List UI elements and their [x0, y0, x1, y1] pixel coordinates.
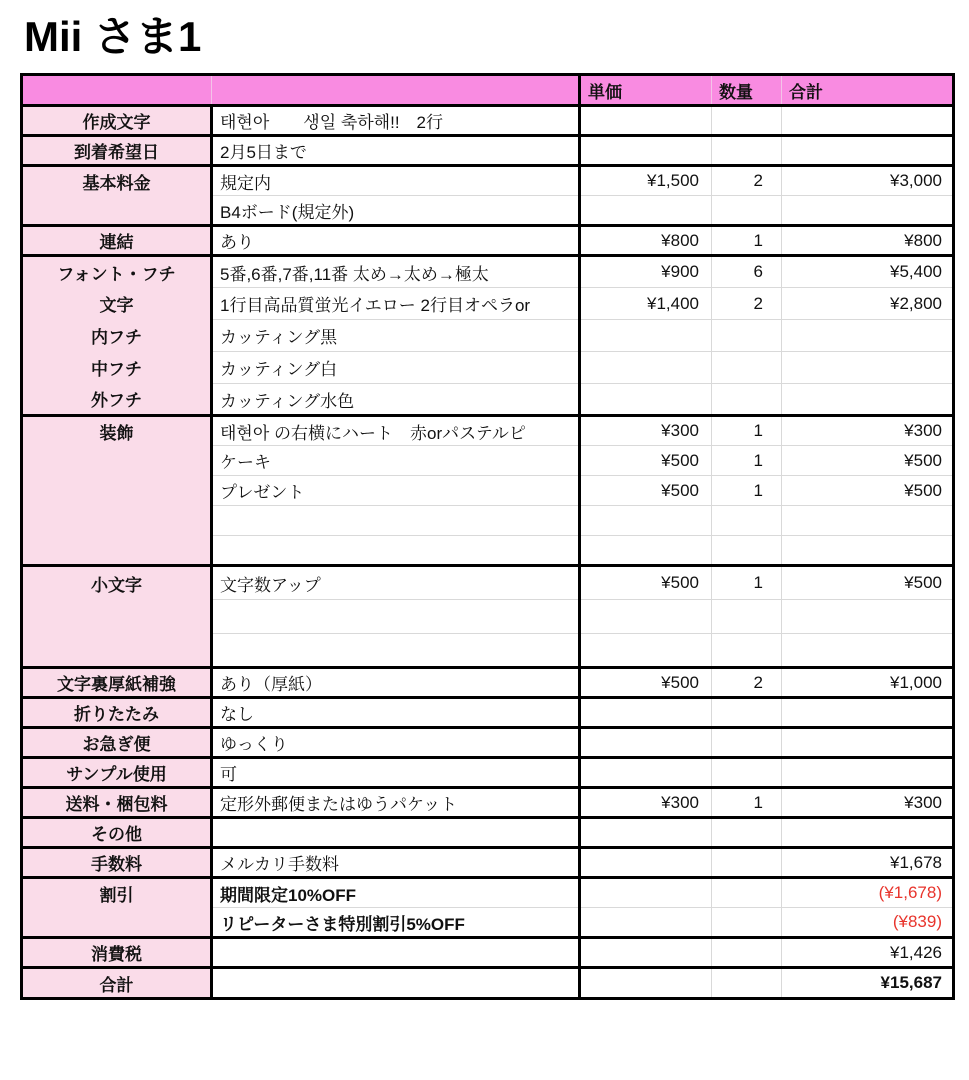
row-label: 小文字 — [22, 566, 212, 600]
row-quantity: 1 — [712, 446, 782, 476]
row-label: その他 — [22, 818, 212, 848]
table-row — [22, 668, 954, 698]
row-description: 1行目高品質蛍光イエロー 2行目オペラor — [212, 288, 580, 320]
row-quantity — [712, 878, 782, 908]
row-unit-price — [580, 698, 712, 728]
row-description — [212, 968, 580, 999]
table-header-row — [22, 75, 954, 106]
row-description: 5番,6番,7番,11番 太め→太め→極太 — [212, 256, 580, 288]
table-row — [22, 166, 954, 196]
table-row — [22, 600, 954, 634]
row-unit-price — [580, 136, 712, 166]
row-total: ¥5,400 — [782, 256, 954, 288]
row-quantity — [712, 938, 782, 968]
row-label: 中フチ — [22, 352, 212, 384]
row-label: フォント・フチ — [22, 256, 212, 288]
row-quantity: 2 — [712, 668, 782, 698]
row-description: 태현아 생일 축하해!! 2行 — [212, 106, 580, 136]
row-unit-price: ¥300 — [580, 416, 712, 446]
row-description: カッティング黒 — [212, 320, 580, 352]
row-label: 装飾 — [22, 416, 212, 446]
row-unit-price — [580, 758, 712, 788]
row-quantity: 1 — [712, 788, 782, 818]
table-row — [22, 908, 954, 938]
row-label: お急ぎ便 — [22, 728, 212, 758]
row-total — [782, 136, 954, 166]
table-row — [22, 566, 954, 600]
row-description: 可 — [212, 758, 580, 788]
row-quantity — [712, 384, 782, 416]
row-quantity: 1 — [712, 416, 782, 446]
row-unit-price: ¥800 — [580, 226, 712, 256]
row-total: ¥300 — [782, 788, 954, 818]
row-quantity: 6 — [712, 256, 782, 288]
row-total: ¥15,687 — [782, 968, 954, 999]
row-total: ¥3,000 — [782, 166, 954, 196]
row-total — [782, 106, 954, 136]
row-total — [782, 758, 954, 788]
row-unit-price — [580, 106, 712, 136]
row-quantity: 2 — [712, 288, 782, 320]
row-label: 割引 — [22, 878, 212, 908]
row-unit-price — [580, 634, 712, 668]
row-unit-price: ¥500 — [580, 566, 712, 600]
row-label — [22, 446, 212, 476]
table-row — [22, 848, 954, 878]
table-row — [22, 288, 954, 320]
row-label — [22, 600, 212, 634]
table-row — [22, 968, 954, 999]
row-unit-price — [580, 848, 712, 878]
row-description — [212, 938, 580, 968]
row-label: 消費税 — [22, 938, 212, 968]
row-description: カッティング水色 — [212, 384, 580, 416]
table-row — [22, 256, 954, 288]
row-label: 折りたたみ — [22, 698, 212, 728]
table-row — [22, 506, 954, 536]
table-row — [22, 136, 954, 166]
row-label: 外フチ — [22, 384, 212, 416]
row-quantity — [712, 818, 782, 848]
table-row — [22, 758, 954, 788]
table-row — [22, 728, 954, 758]
row-unit-price — [580, 728, 712, 758]
table-row — [22, 196, 954, 226]
row-label: 基本料金 — [22, 166, 212, 196]
row-label: 内フチ — [22, 320, 212, 352]
row-unit-price — [580, 818, 712, 848]
row-label — [22, 536, 212, 566]
header-cell-quantity: 数量 — [712, 75, 782, 106]
row-unit-price — [580, 938, 712, 968]
row-total — [782, 384, 954, 416]
row-description: 期間限定10%OFF — [212, 878, 580, 908]
row-total — [782, 196, 954, 226]
row-total — [782, 728, 954, 758]
row-unit-price — [580, 320, 712, 352]
row-total: ¥500 — [782, 566, 954, 600]
row-label — [22, 476, 212, 506]
row-total: (¥1,678) — [782, 878, 954, 908]
row-quantity — [712, 196, 782, 226]
row-total — [782, 600, 954, 634]
header-cell-label — [22, 75, 212, 106]
row-description — [212, 536, 580, 566]
row-quantity — [712, 106, 782, 136]
quote-table-body — [22, 106, 954, 999]
row-description: メルカリ手数料 — [212, 848, 580, 878]
row-description: なし — [212, 698, 580, 728]
row-label: 作成文字 — [22, 106, 212, 136]
row-total: ¥1,000 — [782, 668, 954, 698]
row-quantity — [712, 320, 782, 352]
row-total: ¥1,426 — [782, 938, 954, 968]
page-title: Mii さま1 — [24, 13, 202, 60]
row-quantity — [712, 600, 782, 634]
quote-table — [20, 73, 955, 1000]
row-quantity: 1 — [712, 226, 782, 256]
row-total — [782, 536, 954, 566]
header-cell-total: 合計 — [782, 75, 954, 106]
table-row — [22, 476, 954, 506]
row-description: ゆっくり — [212, 728, 580, 758]
row-description — [212, 600, 580, 634]
table-row — [22, 320, 954, 352]
row-description: 規定内 — [212, 166, 580, 196]
row-label: 送料・梱包料 — [22, 788, 212, 818]
row-unit-price — [580, 908, 712, 938]
row-total: ¥300 — [782, 416, 954, 446]
row-unit-price — [580, 196, 712, 226]
row-quantity — [712, 728, 782, 758]
row-description: リピーターさま特別割引5%OFF — [212, 908, 580, 938]
table-row — [22, 226, 954, 256]
row-description: ケーキ — [212, 446, 580, 476]
row-total: ¥1,678 — [782, 848, 954, 878]
row-quantity — [712, 506, 782, 536]
row-quantity — [712, 634, 782, 668]
row-description: B4ボード(規定外) — [212, 196, 580, 226]
table-row — [22, 698, 954, 728]
table-row — [22, 878, 954, 908]
row-label — [22, 506, 212, 536]
row-description: 태현아 の右横にハート 赤orパステルピ — [212, 416, 580, 446]
row-label: 文字 — [22, 288, 212, 320]
row-label — [22, 196, 212, 226]
row-quantity — [712, 908, 782, 938]
table-row — [22, 416, 954, 446]
row-total — [782, 634, 954, 668]
table-row — [22, 634, 954, 668]
row-quantity — [712, 848, 782, 878]
row-unit-price: ¥500 — [580, 668, 712, 698]
row-unit-price: ¥1,400 — [580, 288, 712, 320]
row-label: 手数料 — [22, 848, 212, 878]
row-unit-price — [580, 878, 712, 908]
row-quantity — [712, 536, 782, 566]
table-row — [22, 818, 954, 848]
row-total: (¥839) — [782, 908, 954, 938]
row-description: あり — [212, 226, 580, 256]
row-quantity: 1 — [712, 476, 782, 506]
row-label: 文字裏厚紙補強 — [22, 668, 212, 698]
table-row — [22, 536, 954, 566]
row-quantity — [712, 758, 782, 788]
header-cell-desc — [212, 75, 580, 106]
row-unit-price — [580, 384, 712, 416]
row-quantity: 1 — [712, 566, 782, 600]
row-description: カッティング白 — [212, 352, 580, 384]
row-quantity — [712, 698, 782, 728]
row-unit-price: ¥900 — [580, 256, 712, 288]
row-unit-price — [580, 536, 712, 566]
row-label: 到着希望日 — [22, 136, 212, 166]
row-total: ¥500 — [782, 476, 954, 506]
row-total — [782, 506, 954, 536]
row-total: ¥800 — [782, 226, 954, 256]
row-unit-price — [580, 352, 712, 384]
row-quantity: 2 — [712, 166, 782, 196]
row-unit-price: ¥1,500 — [580, 166, 712, 196]
row-unit-price — [580, 506, 712, 536]
row-total: ¥2,800 — [782, 288, 954, 320]
row-label: 連結 — [22, 226, 212, 256]
row-unit-price — [580, 600, 712, 634]
row-description: あり（厚紙） — [212, 668, 580, 698]
row-unit-price — [580, 968, 712, 999]
row-total — [782, 698, 954, 728]
row-label: サンプル使用 — [22, 758, 212, 788]
row-unit-price: ¥500 — [580, 476, 712, 506]
table-row — [22, 352, 954, 384]
row-total — [782, 320, 954, 352]
row-quantity — [712, 136, 782, 166]
table-row — [22, 384, 954, 416]
row-description: プレゼント — [212, 476, 580, 506]
row-unit-price: ¥500 — [580, 446, 712, 476]
row-total — [782, 352, 954, 384]
row-description: 定形外郵便またはゆうパケット — [212, 788, 580, 818]
row-label — [22, 908, 212, 938]
row-description — [212, 818, 580, 848]
row-quantity — [712, 352, 782, 384]
row-description: 文字数アップ — [212, 566, 580, 600]
row-total — [782, 818, 954, 848]
row-label: 合計 — [22, 968, 212, 999]
table-row — [22, 788, 954, 818]
row-unit-price: ¥300 — [580, 788, 712, 818]
row-label — [22, 634, 212, 668]
table-row — [22, 938, 954, 968]
table-row — [22, 446, 954, 476]
row-description — [212, 634, 580, 668]
row-total: ¥500 — [782, 446, 954, 476]
row-description — [212, 506, 580, 536]
row-quantity — [712, 968, 782, 999]
table-row — [22, 106, 954, 136]
header-cell-unit-price: 単価 — [580, 75, 712, 106]
row-description: 2月5日まで — [212, 136, 580, 166]
